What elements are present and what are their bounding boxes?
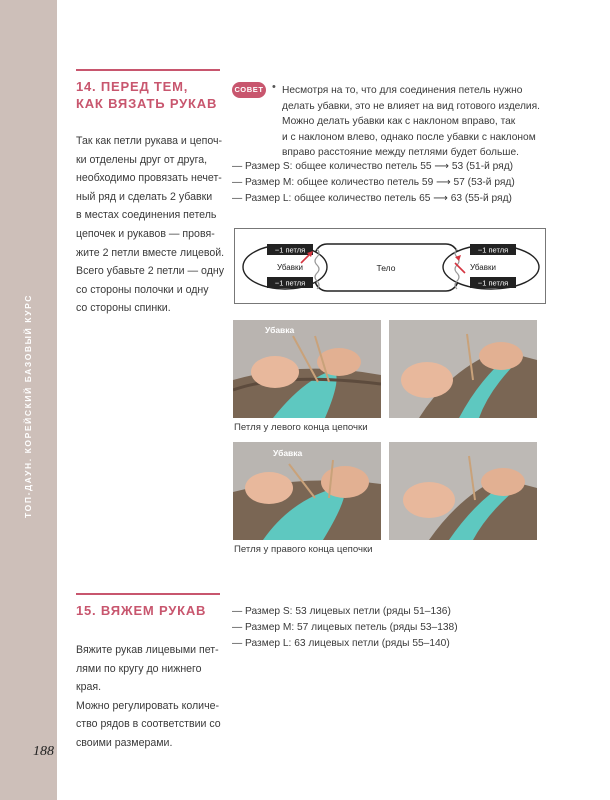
decrease-diagram [234, 228, 546, 304]
section-14-heading: 14. ПЕРЕД ТЕМ, КАК ВЯЗАТЬ РУКАВ [76, 79, 218, 111]
photo-left-2 [233, 442, 381, 540]
caption-1: Петля у левого конца цепочки [234, 422, 368, 433]
photo-label-2: Убавка [273, 448, 303, 458]
section-15-body: Вяжите рукав лицевыми пет- лями по кругу до нижнего края. Можно регулировать количе- ство рядов в соответствии со своими размерами. [76, 644, 221, 749]
section-15-sizes: — Размер S: 53 лицевых петли (ряды 51–136) — Размер M: 57 лицевых петель (ряды 53–138) — Размер L: 63 лицевых петли (ряды 55–140) [232, 606, 458, 649]
left-bottom-tag: −1 петля [274, 278, 306, 288]
running-title: ТОП-ДАУН. КОРЕЙСКИЙ БАЗОВЫЙ КУРС [23, 294, 33, 518]
caption-2: Петля у правого конца цепочки [234, 544, 373, 555]
heading-rule-15 [76, 593, 220, 595]
tip-text: Несмотря на то, что для соединения петель нужно делать убавки, это не влияет на вид готового изделия. Можно делать убавки как с наклоном вправо, так и с наклоном влево, однако после убавки с наклоном вправо расстояние между петлями будет больше. [282, 85, 540, 159]
photo-label-1: Убавка [265, 325, 295, 335]
body-label: Тело [376, 263, 396, 273]
photo-right-1 [389, 320, 537, 418]
right-top-tag: −1 петля [477, 245, 509, 255]
left-top-tag: −1 петля [274, 245, 306, 255]
section-15-heading: 15. ВЯЖЕМ РУКАВ [76, 603, 207, 618]
photo-right-2 [389, 442, 537, 540]
page-number: 188 [33, 744, 54, 759]
tip-bullet: • [272, 81, 276, 93]
photo-left-1 [233, 320, 381, 418]
tip-badge: СОВЕТ [232, 82, 266, 98]
right-bottom-tag: −1 петля [477, 278, 509, 288]
left-mid-label: Убавки [277, 263, 303, 272]
section-14-body: Так как петли рукава и цепоч- ки отделены друг от друга, необходимо провязать нечет- ный ряд и сделать 2 убавки в местах соединения петель цепочек и рукавов — провя- жите 2 петли вместе лицевой. Всего убавьте 2 петли — одну со стороны полочки и одну со стороны спинки. [76, 135, 225, 315]
right-mid-label: Убавки [470, 263, 496, 272]
heading-rule-14 [76, 69, 220, 71]
section-14-sizes: — Размер S: общее количество петель 55 ⟶ 53 (51-й ряд) — Размер M: общее количество петель 59 ⟶ 57 (53-й ряд) — Размер L: общее количество петель 65 ⟶ 63 (55-й ряд) [232, 161, 515, 204]
